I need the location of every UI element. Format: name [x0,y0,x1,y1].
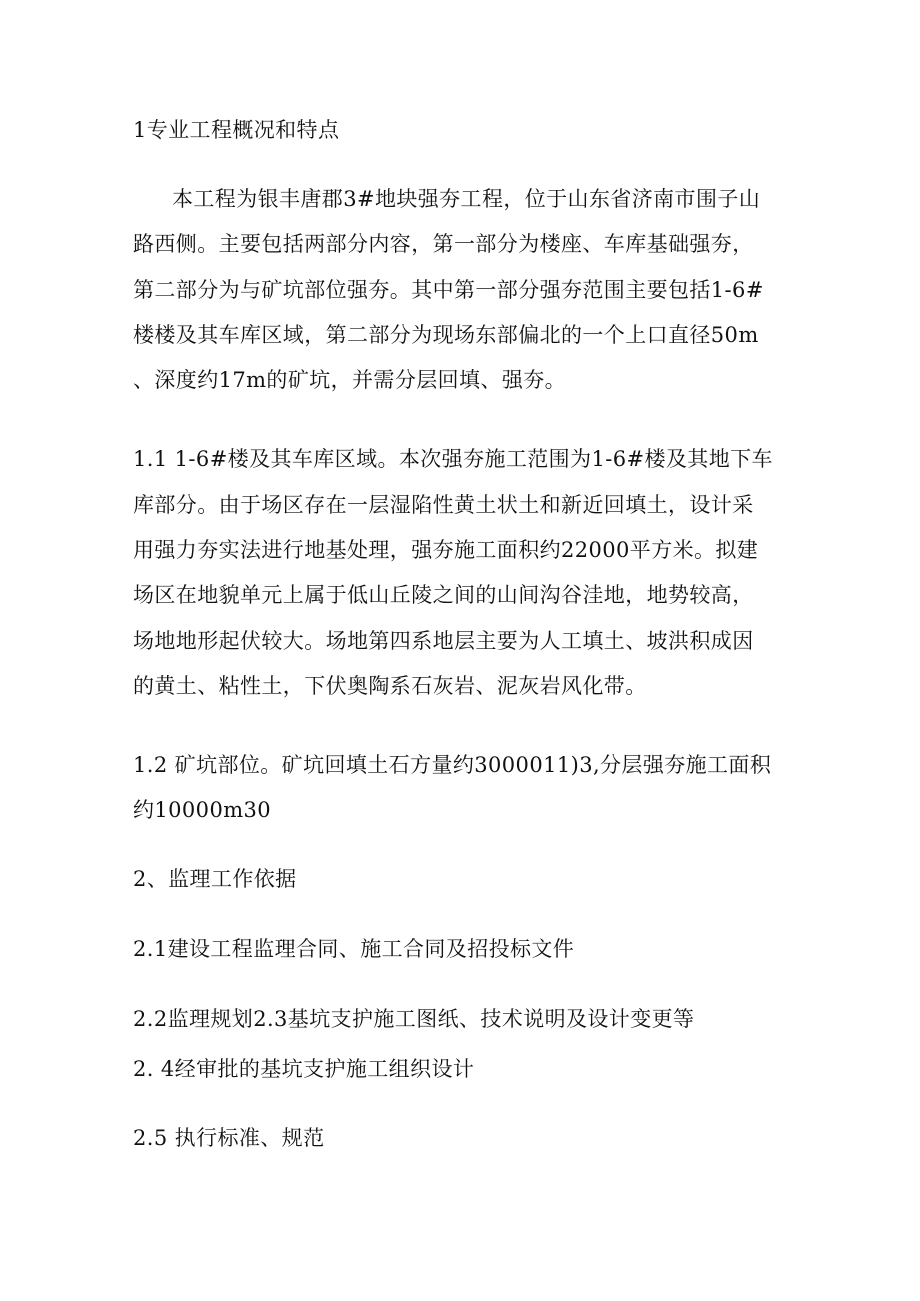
list-item-2-4: 2. 4经审批的基坑支护施工组织设计 [133,1057,475,1081]
list-item-2-1: 2.1建设工程监理合同、施工合同及招投标文件 [133,937,575,961]
paragraph-line: 用强力夯实法进行地基处理，强夯施工面积约22000平方米。拟建 [133,538,759,562]
paragraph-line: 场区在地貌单元上属于低山丘陵之间的山间沟谷洼地，地势较高， [133,583,754,607]
paragraph-line: 第二部分为与矿坑部位强夯。其中第一部分强夯范围主要包括1-6# [133,278,764,302]
paragraph-line: 场地地形起伏较大。场地第四系地层主要为人工填土、坡洪积成因 [133,629,754,653]
paragraph-line: 的黄土、粘性土，下伏奥陶系石灰岩、泥灰岩风化带。 [133,674,647,698]
list-item-2-5: 2.5 执行标准、规范 [133,1126,325,1150]
section-heading-1: 1专业工程概况和特点 [133,118,340,142]
paragraph-line: 本工程为银丰唐郡3#地块强夯工程，位于山东省济南市围子山 [172,187,761,211]
paragraph-line: 路西侧。主要包括两部分内容，第一部分为楼座、车库基础强夯， [133,232,754,256]
paragraph-line: 楼楼及其车库区域，第二部分为现场东部偏北的一个上口直径50m [133,323,759,347]
section-heading-2: 2、监理工作依据 [133,867,297,891]
list-item-2-2: 2.2监理规划2.3基坑支护施工图纸、技术说明及设计变更等 [133,1007,695,1031]
paragraph-line: 库部分。由于场区存在一层湿陷性黄土状土和新近回填土，设计采 [133,493,754,517]
paragraph-line: 、深度约17m的矿坑，并需分层回填、强夯。 [133,368,567,392]
paragraph-line: 约10000m30 [133,798,272,822]
subsection-1-2-line: 1.2 矿坑部位。矿坑回填土石方量约3000011)3,分层强夯施工面积 [133,753,772,777]
subsection-1-1-line: 1.1 1-6#楼及其车库区域。本次强夯施工范围为1-6#楼及其地下车 [133,447,773,471]
